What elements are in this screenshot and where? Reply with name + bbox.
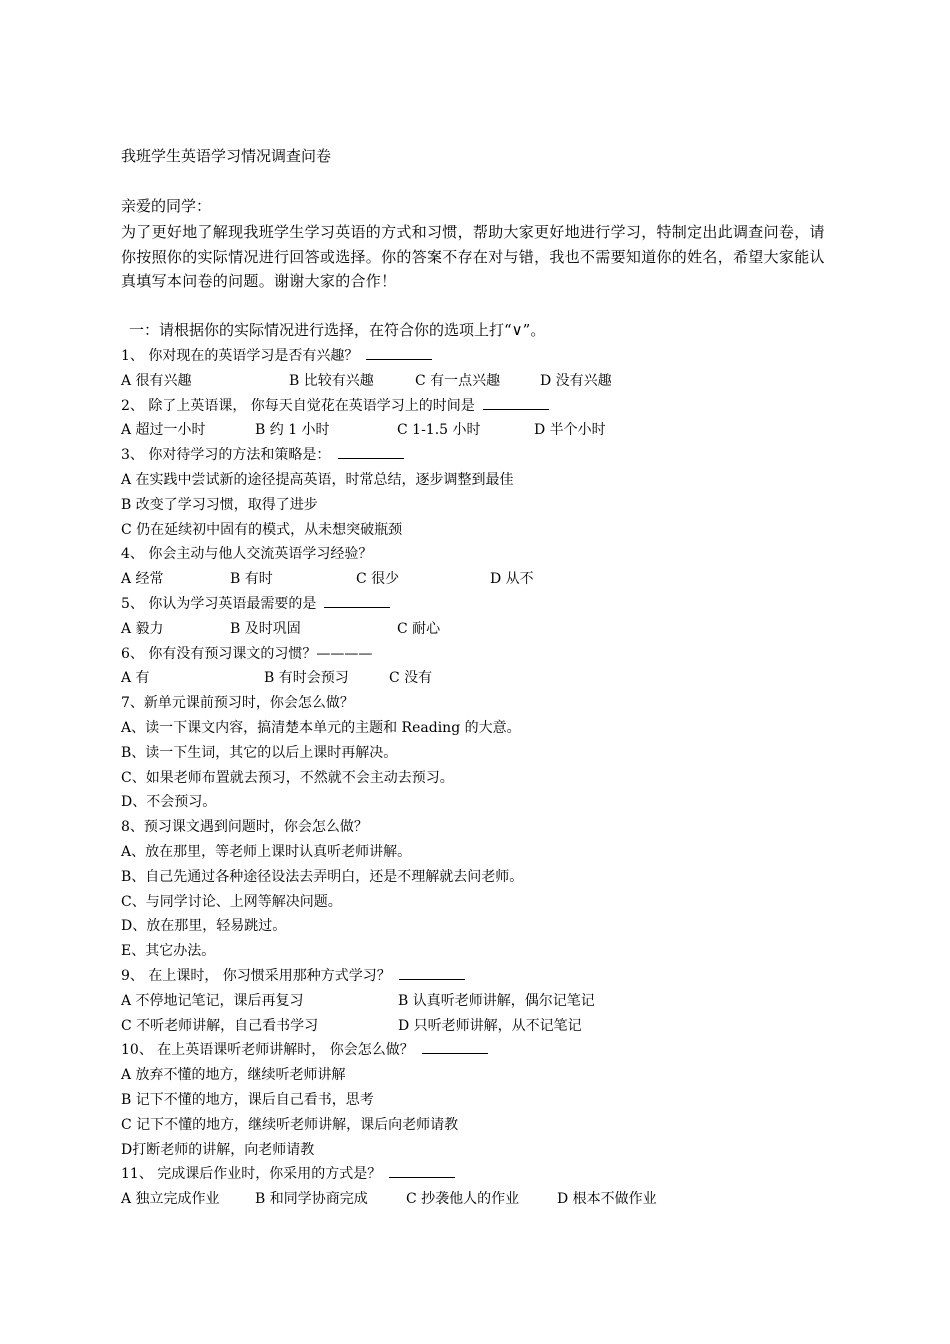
question-2-options — [121, 418, 841, 443]
option-b: B 有时 — [230, 571, 273, 588]
option-c: C、如果老师布置就去预习，不然就不会主动去预习。 — [121, 769, 454, 786]
option-d: D 根本不做作业 — [557, 1191, 657, 1208]
question-6-options — [121, 666, 841, 691]
answer-blank — [324, 593, 390, 608]
question-9-options-row-1 — [121, 989, 841, 1014]
question-5-text: 5、 你认为学习英语最需要的是 — [121, 595, 317, 612]
option-a: A 不停地记笔记，课后再复习 — [121, 992, 304, 1009]
option-b: B 和同学协商完成 — [255, 1191, 368, 1208]
question-4-options — [121, 567, 841, 592]
question-9-options-row-2 — [121, 1014, 841, 1039]
question-4-text: 4、 你会主动与他人交流英语学习经验？ — [121, 546, 373, 563]
question-10 — [121, 1038, 841, 1063]
option-a: A 经常 — [121, 571, 164, 588]
option-b: B 记下不懂的地方，课后自己看书，思考 — [121, 1091, 374, 1108]
option-c: C 记下不懂的地方，继续听老师讲解，课后向老师请教 — [121, 1116, 459, 1133]
option-a: A 超过一小时 — [121, 422, 206, 439]
option-c: C 没有 — [389, 670, 433, 687]
question-1-text: 1、 你对现在的英语学习是否有兴趣？ — [121, 348, 359, 364]
question-11 — [121, 1162, 841, 1187]
option-a: A、读一下课文内容，搞清楚本单元的主题和 Reading 的大意。 — [121, 719, 521, 736]
question-1-options — [121, 369, 841, 394]
question-7: 7、新单元课前预习时，你会怎么做？ — [121, 695, 354, 712]
option-b: B、读一下生词，其它的以后上课时再解决。 — [121, 744, 398, 761]
option-b: B 改变了学习习惯，取得了进步 — [121, 496, 318, 513]
option-d: D 只听老师讲解，从不记笔记 — [398, 1017, 582, 1034]
option-d: D 从不 — [490, 571, 534, 588]
option-b: B 认真听老师讲解，偶尔记笔记 — [398, 992, 595, 1009]
option-d: D 半个小时 — [534, 422, 606, 439]
answer-blank — [399, 965, 465, 980]
option-d: D、放在那里，轻易跳过。 — [121, 918, 287, 935]
page-title: 我班学生英语学习情况调查问卷 — [121, 147, 332, 165]
option-a: A 有 — [121, 670, 150, 687]
option-c: C 耐心 — [397, 620, 441, 637]
option-c: C 很少 — [356, 571, 400, 588]
option-a: A 在实践中尝试新的途径提高英语，时常总结，逐步调整到最佳 — [121, 471, 514, 488]
option-b: B 比较有兴趣 — [289, 372, 374, 389]
option-c: C 抄袭他人的作业 — [406, 1191, 520, 1208]
option-b: B 及时巩固 — [230, 620, 301, 637]
question-2-text: 2、 除了上英语课， 你每天自觉花在英语学习上的时间是 — [121, 397, 475, 414]
question-3 — [121, 443, 841, 468]
question-9-text: 9、 在上课时， 你习惯采用那种方式学习？ — [121, 967, 391, 984]
question-11-options — [121, 1187, 841, 1212]
option-c: C 仍在延续初中固有的模式，从未想突破瓶颈 — [121, 521, 403, 538]
question-1 — [121, 344, 841, 369]
option-c: C 有一点兴趣 — [415, 372, 501, 389]
option-a: A 很有兴趣 — [121, 372, 192, 389]
option-c: C、与同学讨论、上网等解决问题。 — [121, 893, 342, 910]
section-heading: 一：请根据你的实际情况进行选择，在符合你的选项上打“∨”。 — [129, 321, 546, 339]
option-d: D 没有兴趣 — [540, 372, 612, 389]
answer-blank — [389, 1163, 455, 1178]
question-11-text: 11、 完成课后作业时，你采用的方式是？ — [121, 1166, 382, 1183]
answer-blank — [338, 444, 404, 459]
option-d: D、不会预习。 — [121, 794, 217, 811]
question-2 — [121, 394, 841, 419]
question-3-text: 3、 你对待学习的方法和策略是： — [121, 447, 331, 464]
question-6 — [121, 642, 841, 667]
option-d: D打断老师的讲解，向老师请教 — [121, 1141, 315, 1158]
answer-blank — [366, 345, 432, 360]
option-e: E、其它办法。 — [121, 943, 216, 960]
answer-blank — [483, 395, 549, 410]
option-b: B 有时会预习 — [264, 670, 349, 687]
salutation: 亲爱的同学： — [121, 197, 212, 215]
option-c: C 1-1.5 小时 — [397, 422, 481, 439]
option-b: B、自己先通过各种途径设法去弄明白，还是不理解就去问老师。 — [121, 868, 524, 885]
answer-blank — [422, 1039, 488, 1054]
question-5-options — [121, 617, 841, 642]
option-a: A 独立完成作业 — [121, 1191, 220, 1208]
question-10-text: 10、 在上英语课听老师讲解时， 你会怎么做？ — [121, 1042, 414, 1059]
question-8: 8、预习课文遇到问题时，你会怎么做？ — [121, 819, 368, 836]
question-6-text: 6、 你有没有预习课文的习惯？———— — [121, 645, 373, 662]
intro-paragraph: 为了更好地了解现我班学生学习英语的方式和习惯，帮助大家更好地进行学习，特制定出此调查问卷，请你按照你的实际情况进行回答或选择。你的答案不存在对与错，我也不需要知道你的姓名，希望大家能认真填写本问卷的问题。谢谢大家的合作！ — [121, 223, 825, 290]
option-a: A、放在那里，等老师上课时认真听老师讲解。 — [121, 843, 412, 860]
option-c: C 不听老师讲解，自己看书学习 — [121, 1017, 319, 1034]
question-5 — [121, 592, 841, 617]
option-a: A 放弃不懂的地方，继续听老师讲解 — [121, 1067, 346, 1084]
question-list — [121, 344, 841, 1212]
question-9 — [121, 964, 841, 989]
question-4 — [121, 542, 841, 567]
option-b: B 约 1 小时 — [255, 422, 330, 439]
option-a: A 毅力 — [121, 620, 164, 637]
